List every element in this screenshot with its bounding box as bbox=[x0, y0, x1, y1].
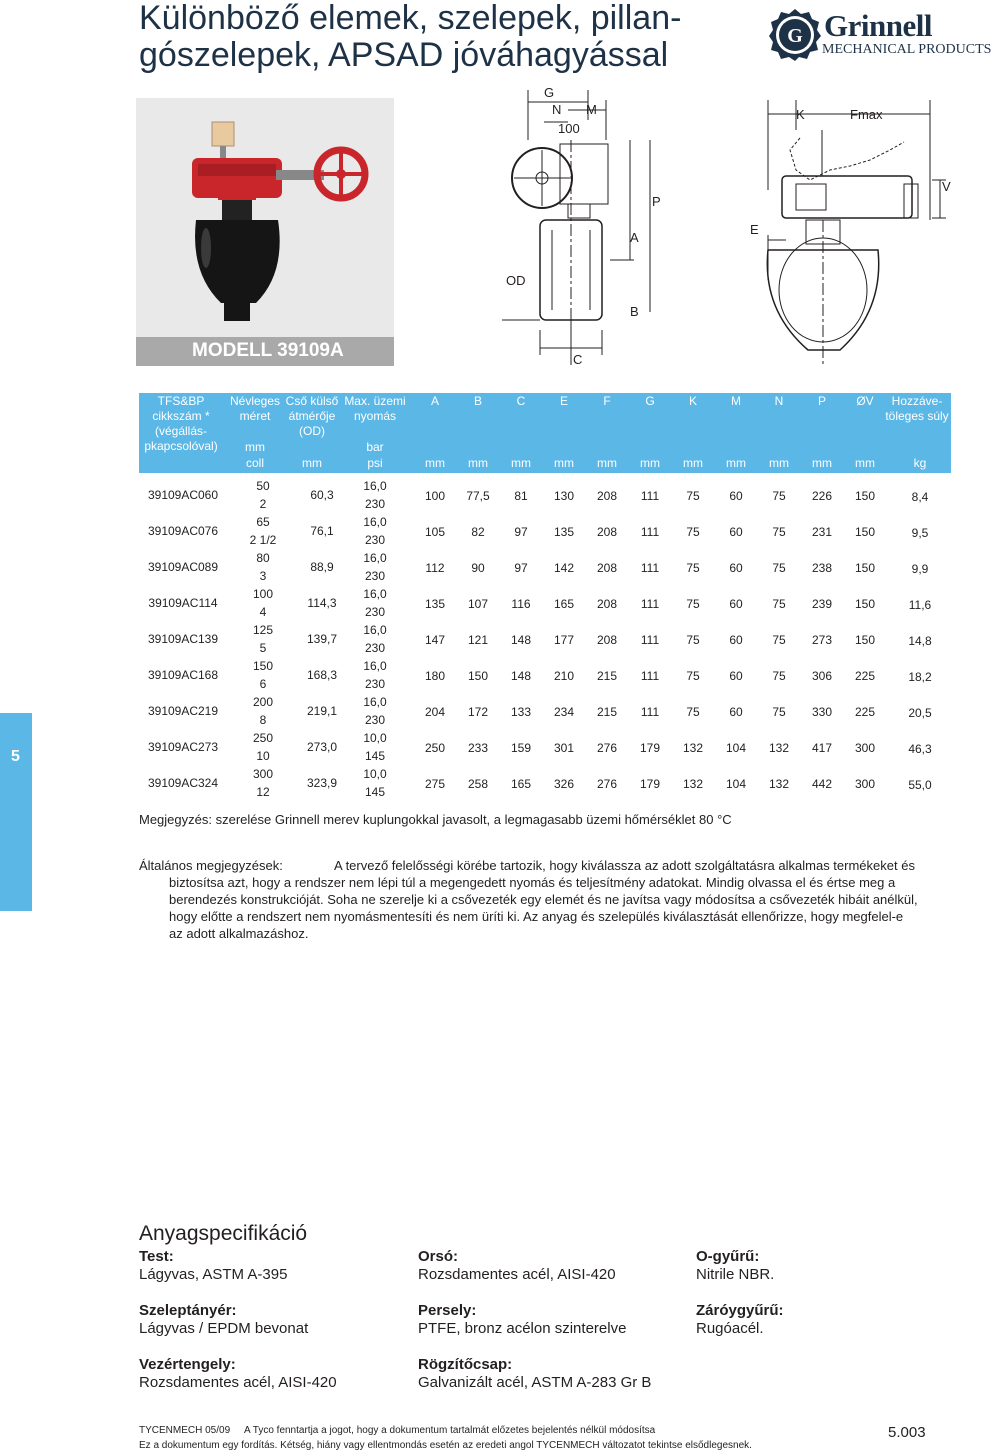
header-nominal-line-1: Névleges bbox=[229, 394, 281, 408]
page-title bbox=[139, 0, 699, 74]
cell-outer-diameter: 139,7 bbox=[306, 632, 338, 646]
unit-v: mm bbox=[855, 456, 875, 470]
cell-dim-e: 326 bbox=[553, 777, 575, 791]
dim-label-v: V bbox=[942, 179, 951, 194]
cell-dim-e: 301 bbox=[553, 741, 575, 755]
cell-weight: 55,0 bbox=[908, 778, 932, 792]
cell-dim-c: 97 bbox=[514, 561, 528, 575]
header-dim-a: A bbox=[430, 394, 439, 408]
cell-dim-m: 60 bbox=[729, 525, 743, 539]
cell-dim-b: 150 bbox=[467, 669, 489, 683]
cell-dim-p: 417 bbox=[811, 741, 833, 755]
cell-nominal-in: 8 bbox=[259, 713, 267, 727]
cell-outer-diameter: 273,0 bbox=[306, 740, 338, 754]
cell-dim-b: 82 bbox=[471, 525, 485, 539]
cell-dim-e: 177 bbox=[553, 633, 575, 647]
cell-dim-m: 60 bbox=[729, 669, 743, 683]
cell-weight: 18,2 bbox=[908, 670, 932, 684]
cell-dim-c: 116 bbox=[511, 597, 531, 611]
cell-weight: 9,9 bbox=[911, 562, 929, 576]
cell-outer-diameter: 60,3 bbox=[310, 488, 334, 502]
footer-line-1 bbox=[139, 1423, 752, 1438]
cell-dim-n: 75 bbox=[772, 561, 786, 575]
cell-dim-n: 75 bbox=[772, 597, 786, 611]
spec-head-bushing: Persely: bbox=[418, 1302, 477, 1319]
cell-dim-e: 165 bbox=[553, 597, 575, 611]
cell-pressure-psi: 230 bbox=[364, 677, 386, 691]
cell-dim-a: 180 bbox=[424, 669, 446, 683]
cell-dim-f: 208 bbox=[596, 525, 618, 539]
cell-nominal-in: 4 bbox=[259, 605, 267, 619]
cell-dim-a: 275 bbox=[424, 777, 446, 791]
cell-pressure-bar: 10,0 bbox=[363, 731, 387, 745]
cell-pressure-psi: 230 bbox=[364, 569, 386, 583]
spec-value-shaft: Rozsdamentes acél, AISI-420 bbox=[139, 1374, 337, 1391]
cell-dim-f: 276 bbox=[596, 741, 618, 755]
header-dim-p: P bbox=[817, 394, 826, 408]
cell-nominal-mm: 80 bbox=[256, 551, 270, 565]
cell-pressure-bar: 16,0 bbox=[363, 515, 387, 529]
cell-dim-f: 208 bbox=[596, 633, 618, 647]
cell-dim-f: 208 bbox=[596, 489, 618, 503]
footer-rights: A Tyco fenntartja a jogot, hogy a dokumentum tartalmát előzetes bejelentés nélkül módosítsa bbox=[244, 1425, 656, 1436]
cell-dim-p: 330 bbox=[811, 705, 833, 719]
cell-nominal-mm: 100 bbox=[252, 587, 274, 601]
cell-dim-v: 300 bbox=[854, 741, 876, 755]
page-title-line-2: gószelepek, APSAD jóváhagyással bbox=[139, 36, 669, 74]
unit-e: mm bbox=[554, 456, 574, 470]
cell-dim-e: 130 bbox=[553, 489, 575, 503]
cell-dim-m: 104 bbox=[725, 741, 747, 755]
cell-dim-m: 60 bbox=[729, 633, 743, 647]
header-outer-diameter bbox=[282, 394, 342, 439]
cell-dim-a: 135 bbox=[424, 597, 446, 611]
cell-dim-v: 150 bbox=[854, 561, 876, 575]
dim-label-b: B bbox=[630, 304, 639, 319]
cell-part-number: 39109AC168 bbox=[147, 668, 219, 682]
header-dim-m: M bbox=[731, 394, 741, 408]
cell-dim-f: 215 bbox=[596, 669, 618, 683]
header-pressure-line-1: Max. üzemi bbox=[344, 394, 406, 408]
cell-weight: 9,5 bbox=[911, 526, 929, 540]
general-notes-line-1: A tervező felelősségi körébe tartozik, hogy kiválassza az adott szolgáltatásra alkalmas termékeket és bbox=[334, 858, 915, 873]
unit-c: mm bbox=[511, 456, 531, 470]
cell-nominal-in: 2 1/2 bbox=[249, 533, 277, 547]
header-nominal-line-2: méret bbox=[239, 409, 271, 423]
cell-dim-v: 150 bbox=[854, 597, 876, 611]
unit-b: mm bbox=[468, 456, 488, 470]
dimension-drawing bbox=[500, 80, 960, 380]
cell-dim-p: 273 bbox=[811, 633, 833, 647]
cell-dim-b: 90 bbox=[471, 561, 485, 575]
cell-dim-b: 258 bbox=[467, 777, 489, 791]
spec-title: Anyagspecifikáció bbox=[139, 1222, 308, 1245]
cell-dim-n: 75 bbox=[772, 489, 786, 503]
unit-p: mm bbox=[812, 456, 832, 470]
header-part-line-2: cikkszám * bbox=[152, 409, 210, 423]
spec-head-pin: Rögzítőcsap: bbox=[418, 1356, 513, 1373]
dim-label-m: M bbox=[586, 102, 597, 117]
dim-label-e: E bbox=[750, 222, 759, 237]
cell-dim-g: 111 bbox=[640, 705, 660, 719]
cell-weight: 11,6 bbox=[908, 598, 932, 612]
header-dim-k: K bbox=[688, 394, 697, 408]
dim-label-k: K bbox=[796, 107, 805, 122]
cell-pressure-bar: 10,0 bbox=[363, 767, 387, 781]
cell-part-number: 39109AC089 bbox=[147, 560, 219, 574]
logo-subtitle: MECHANICAL PRODUCTS bbox=[822, 42, 991, 57]
cell-outer-diameter: 323,9 bbox=[306, 776, 338, 790]
cell-nominal-mm: 65 bbox=[256, 515, 270, 529]
cell-pressure-psi: 230 bbox=[364, 497, 386, 511]
spec-value-body: Lágyvas, ASTM A-395 bbox=[139, 1266, 288, 1283]
page-title-line-1: Különböző elemek, szelepek, pillan- bbox=[139, 0, 682, 37]
dim-label-fmax: Fmax bbox=[850, 107, 883, 122]
cell-dim-e: 234 bbox=[553, 705, 575, 719]
cell-dim-m: 60 bbox=[729, 561, 743, 575]
cell-nominal-mm: 125 bbox=[252, 623, 274, 637]
grinnell-seal-icon bbox=[768, 8, 822, 62]
cell-part-number: 39109AC219 bbox=[147, 704, 219, 718]
unit-weight: kg bbox=[913, 456, 927, 470]
cell-dim-n: 75 bbox=[772, 525, 786, 539]
cell-pressure-psi: 145 bbox=[364, 785, 386, 799]
cell-dim-n: 75 bbox=[772, 633, 786, 647]
cell-dim-v: 300 bbox=[854, 777, 876, 791]
dim-label-g: G bbox=[544, 85, 555, 100]
cell-dim-p: 239 bbox=[811, 597, 833, 611]
header-nominal-size bbox=[226, 394, 284, 424]
cell-pressure-bar: 16,0 bbox=[363, 587, 387, 601]
cell-weight: 46,3 bbox=[908, 742, 932, 756]
cell-part-number: 39109AC114 bbox=[148, 596, 218, 610]
header-od-line-2: átmérője bbox=[288, 409, 336, 423]
cell-dim-p: 231 bbox=[811, 525, 833, 539]
cell-dim-c: 165 bbox=[510, 777, 532, 791]
cell-dim-a: 250 bbox=[424, 741, 446, 755]
spec-head-retaining-ring: Záróygyűrű: bbox=[696, 1302, 784, 1319]
cell-outer-diameter: 168,3 bbox=[306, 668, 338, 682]
section-number: 5 bbox=[11, 748, 20, 765]
cell-nominal-in: 3 bbox=[259, 569, 267, 583]
spec-head-disc: Szeleptányér: bbox=[139, 1302, 237, 1319]
cell-dim-p: 306 bbox=[811, 669, 833, 683]
cell-dim-p: 442 bbox=[811, 777, 833, 791]
unit-nominal-mm: mm bbox=[245, 440, 265, 454]
cell-dim-v: 150 bbox=[854, 525, 876, 539]
cell-weight: 20,5 bbox=[908, 706, 932, 720]
header-weight-line-2: töleges súly bbox=[885, 409, 949, 423]
cell-pressure-psi: 145 bbox=[364, 749, 386, 763]
cell-weight: 14,8 bbox=[908, 634, 932, 648]
cell-nominal-in: 6 bbox=[259, 677, 267, 691]
spec-head-oring: O-gyűrű: bbox=[696, 1248, 760, 1265]
cell-dim-m: 60 bbox=[729, 597, 743, 611]
spec-value-pin: Galvanizált acél, ASTM A-283 Gr B bbox=[418, 1374, 652, 1391]
general-notes-line-2: biztosítsa azt, hogy a rendszer nem lépi túl a megengedett nyomás és teljesítmény adatokat. Mindig olvassa el és értse meg a bbox=[169, 875, 896, 890]
cell-nominal-in: 5 bbox=[259, 641, 267, 655]
unit-n: mm bbox=[769, 456, 789, 470]
cell-dim-b: 77,5 bbox=[466, 489, 490, 503]
footer-line-2: Ez a dokumentum egy fordítás. Kétség, hiány vagy ellentmondás esetén az eredeti angol TYCENMECH változatot tekintse elsődlegesnek. bbox=[139, 1440, 752, 1451]
cell-pressure-bar: 16,0 bbox=[363, 623, 387, 637]
cell-dim-k: 75 bbox=[686, 525, 700, 539]
header-dim-n: N bbox=[774, 394, 784, 408]
footer-code: TYCENMECH 05/09 bbox=[139, 1425, 231, 1436]
header-dim-b: B bbox=[473, 394, 482, 408]
general-notes-line-5: az adott alkalmazáshoz. bbox=[169, 926, 309, 941]
cell-nominal-in: 12 bbox=[256, 785, 270, 799]
cell-outer-diameter: 88,9 bbox=[310, 560, 334, 574]
header-od-line-1: Cső külső bbox=[285, 394, 339, 408]
unit-nominal-in: coll bbox=[245, 456, 264, 470]
cell-dim-c: 81 bbox=[514, 489, 528, 503]
model-label: MODELL 39109A bbox=[192, 340, 344, 361]
cell-weight: 8,4 bbox=[911, 490, 929, 504]
cell-pressure-psi: 230 bbox=[364, 641, 386, 655]
cell-dim-c: 97 bbox=[514, 525, 528, 539]
header-part-line-4: pkapcsolóval) bbox=[144, 439, 218, 453]
cell-dim-v: 225 bbox=[854, 705, 876, 719]
cell-outer-diameter: 114,3 bbox=[307, 596, 337, 610]
unit-f: mm bbox=[597, 456, 617, 470]
cell-dim-a: 112 bbox=[425, 561, 445, 575]
cell-dim-c: 133 bbox=[510, 705, 532, 719]
butterfly-valve-photo bbox=[136, 98, 394, 338]
header-pressure-line-2: nyomás bbox=[353, 409, 397, 423]
unit-od: mm bbox=[302, 456, 322, 470]
cell-dim-e: 210 bbox=[553, 669, 575, 683]
spec-value-retaining-ring: Rugóacél. bbox=[696, 1320, 764, 1337]
dim-label-100: 100 bbox=[558, 121, 580, 136]
cell-dim-f: 208 bbox=[596, 561, 618, 575]
cell-pressure-bar: 16,0 bbox=[363, 695, 387, 709]
cell-outer-diameter: 219,1 bbox=[306, 704, 338, 718]
svg-text:G: G bbox=[787, 25, 803, 47]
cell-pressure-psi: 230 bbox=[364, 713, 386, 727]
cell-dim-c: 159 bbox=[510, 741, 532, 755]
cell-part-number: 39109AC273 bbox=[147, 740, 219, 754]
cell-dim-k: 75 bbox=[686, 561, 700, 575]
spec-value-stem: Rozsdamentes acél, AISI-420 bbox=[418, 1266, 616, 1283]
cell-dim-v: 150 bbox=[854, 489, 876, 503]
header-dim-g: G bbox=[645, 394, 655, 408]
cell-dim-a: 147 bbox=[424, 633, 446, 647]
cell-dim-k: 75 bbox=[686, 597, 700, 611]
unit-pressure-bar: bar bbox=[366, 440, 384, 454]
cell-dim-a: 105 bbox=[424, 525, 446, 539]
section-tab bbox=[0, 713, 32, 911]
cell-dim-k: 75 bbox=[686, 705, 700, 719]
cell-dim-g: 111 bbox=[640, 561, 660, 575]
spec-head-stem: Orsó: bbox=[418, 1248, 459, 1265]
cell-dim-n: 132 bbox=[768, 777, 790, 791]
cell-dim-m: 60 bbox=[729, 705, 743, 719]
cell-dim-v: 150 bbox=[854, 633, 876, 647]
cell-dim-b: 172 bbox=[467, 705, 489, 719]
spec-value-disc: Lágyvas / EPDM bevonat bbox=[139, 1320, 309, 1337]
cell-dim-c: 148 bbox=[510, 633, 532, 647]
unit-m: mm bbox=[726, 456, 746, 470]
cell-dim-b: 121 bbox=[467, 633, 489, 647]
cell-dim-b: 233 bbox=[467, 741, 489, 755]
cell-nominal-in: 10 bbox=[256, 749, 270, 763]
logo-name: Grinnell bbox=[824, 8, 932, 43]
cell-dim-k: 132 bbox=[682, 741, 704, 755]
cell-dim-g: 111 bbox=[640, 489, 660, 503]
header-dim-c: C bbox=[516, 394, 526, 408]
cell-dim-a: 204 bbox=[424, 705, 446, 719]
page-number: 5.003 bbox=[888, 1424, 926, 1441]
spec-value-bushing: PTFE, bronz acélon szinterelve bbox=[418, 1320, 627, 1337]
cell-dim-p: 238 bbox=[811, 561, 833, 575]
spec-head-shaft: Vezértengely: bbox=[139, 1356, 236, 1373]
header-weight-line-1: Hozzáve- bbox=[891, 394, 943, 408]
cell-dim-f: 208 bbox=[596, 597, 618, 611]
cell-dim-k: 75 bbox=[686, 489, 700, 503]
cell-nominal-mm: 50 bbox=[256, 479, 270, 493]
cell-dim-g: 111 bbox=[640, 525, 660, 539]
cell-dim-g: 179 bbox=[639, 741, 661, 755]
header-dim-e: E bbox=[559, 394, 568, 408]
cell-dim-e: 135 bbox=[553, 525, 575, 539]
cell-dim-k: 75 bbox=[686, 669, 700, 683]
cell-nominal-in: 2 bbox=[259, 497, 267, 511]
general-notes-line-4: hogy előtte a rendszert nem nyomásmentesíti és nem üríti ki. Az anyag és szelepülés kiválasztását ellenőrizze, hogy megfelel-e bbox=[169, 909, 904, 924]
cell-dim-f: 215 bbox=[596, 705, 618, 719]
cell-part-number: 39109AC060 bbox=[147, 488, 219, 502]
cell-dim-k: 132 bbox=[682, 777, 704, 791]
cell-dim-k: 75 bbox=[686, 633, 700, 647]
cell-dim-g: 111 bbox=[640, 633, 660, 647]
cell-nominal-mm: 300 bbox=[252, 767, 274, 781]
cell-part-number: 39109AC076 bbox=[147, 524, 219, 538]
grinnell-logo bbox=[768, 8, 991, 60]
cell-dim-p: 226 bbox=[811, 489, 833, 503]
cell-dim-m: 104 bbox=[725, 777, 747, 791]
cell-dim-v: 225 bbox=[854, 669, 876, 683]
header-dim-v: ØV bbox=[856, 394, 874, 408]
cell-dim-c: 148 bbox=[510, 669, 532, 683]
header-dim-f: F bbox=[603, 394, 611, 408]
unit-pressure-psi: psi bbox=[367, 456, 383, 470]
dim-label-p: P bbox=[652, 194, 661, 209]
cell-dim-g: 111 bbox=[640, 669, 660, 683]
unit-a: mm bbox=[425, 456, 445, 470]
cell-pressure-psi: 230 bbox=[364, 605, 386, 619]
general-notes-label: Általános megjegyzések: bbox=[139, 858, 283, 873]
cell-pressure-psi: 230 bbox=[364, 533, 386, 547]
header-weight bbox=[882, 394, 952, 424]
header-od-line-3: (OD) bbox=[299, 424, 325, 438]
cell-pressure-bar: 16,0 bbox=[363, 659, 387, 673]
header-max-pressure bbox=[342, 394, 408, 424]
cell-dim-n: 75 bbox=[772, 669, 786, 683]
unit-k: mm bbox=[683, 456, 703, 470]
spec-value-oring: Nitrile NBR. bbox=[696, 1266, 775, 1283]
dim-label-a: A bbox=[630, 230, 639, 245]
cell-dim-b: 107 bbox=[467, 597, 489, 611]
table-note: Megjegyzés: szerelése Grinnell merev kuplungokkal javasolt, a legmagasabb üzemi hőmérséklet 80 °C bbox=[139, 812, 732, 827]
unit-g: mm bbox=[640, 456, 660, 470]
spec-head-body: Test: bbox=[139, 1248, 174, 1265]
cell-dim-e: 142 bbox=[553, 561, 575, 575]
footer bbox=[139, 1423, 752, 1453]
cell-dim-n: 75 bbox=[772, 705, 786, 719]
general-notes-line-3: berendezés konstrukcióját. Soha ne szerelje ki a csővezeték egy elemét és ne javítsa vagy módosítsa a csővezeték hibáit anélkül, bbox=[169, 892, 918, 907]
dim-label-c: C bbox=[573, 352, 583, 367]
cell-nominal-mm: 150 bbox=[252, 659, 274, 673]
cell-dim-g: 179 bbox=[639, 777, 661, 791]
header-part-line-3: (végállás- bbox=[154, 424, 208, 438]
cell-nominal-mm: 250 bbox=[252, 731, 274, 745]
dim-label-n: N bbox=[552, 102, 562, 117]
cell-dim-n: 132 bbox=[768, 741, 790, 755]
cell-outer-diameter: 76,1 bbox=[310, 524, 334, 538]
cell-part-number: 39109AC324 bbox=[147, 776, 219, 790]
cell-part-number: 39109AC139 bbox=[147, 632, 219, 646]
header-part-line-1: TFS&BP bbox=[157, 394, 205, 408]
header-part-number bbox=[140, 394, 222, 454]
cell-dim-a: 100 bbox=[424, 489, 446, 503]
cell-dim-f: 276 bbox=[596, 777, 618, 791]
cell-nominal-mm: 200 bbox=[252, 695, 274, 709]
dim-label-od: OD bbox=[506, 273, 526, 288]
cell-dim-g: 111 bbox=[640, 597, 660, 611]
cell-pressure-bar: 16,0 bbox=[363, 479, 387, 493]
cell-dim-m: 60 bbox=[729, 489, 743, 503]
product-photo bbox=[136, 98, 394, 366]
cell-pressure-bar: 16,0 bbox=[363, 551, 387, 565]
